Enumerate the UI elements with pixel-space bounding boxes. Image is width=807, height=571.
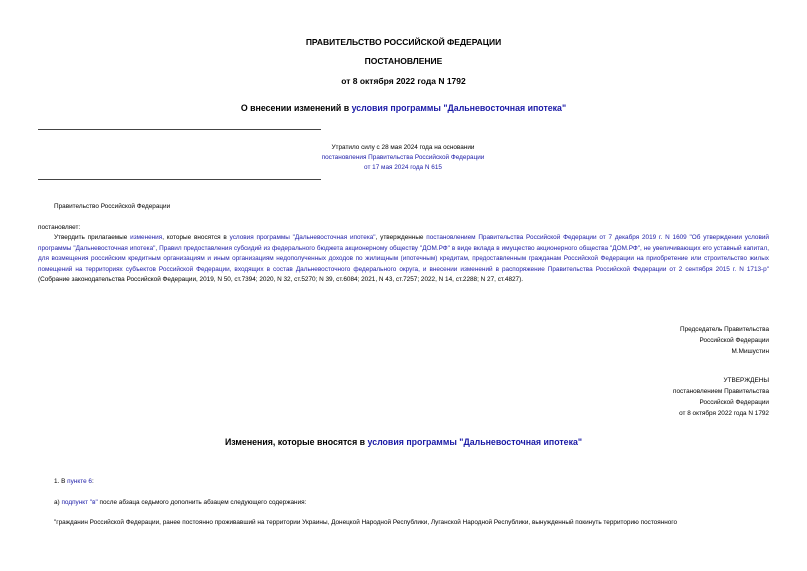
approval-block [509,375,769,419]
divider-top [38,129,321,130]
item-1a [54,498,769,509]
item-1a-suffix: после абзаца седьмого дополнить абзацем следующего содержания: [97,499,307,506]
paragraph-1 [38,233,769,286]
item-1-prefix: 1. В [54,478,68,485]
title-link[interactable]: условия программы "Дальневосточная ипотека" [351,103,567,113]
item-1-suffix: : [91,478,94,485]
changes-title-link[interactable]: условия программы "Дальневосточная ипотека" [367,437,583,447]
government-line: Правительство Российской Федерации [54,203,171,210]
doc-type-heading: ПОСТАНОВЛЕНИЕ [364,56,443,66]
signature-line-2: Российской Федерации [699,337,769,344]
approved-line-2: постановлением Правительства [673,388,769,395]
divider-bottom [38,179,321,180]
government-heading: ПРАВИТЕЛЬСТВО РОССИЙСКОЙ ФЕДЕРАЦИИ [305,37,502,47]
item-1-link[interactable]: пункте 6 [67,478,92,485]
signature-line-1: Председатель Правительства [680,326,769,333]
date-number: от 8 октября 2022 года N 1792 [341,76,466,86]
approved-line-1: УТВЕРЖДЕНЫ [723,377,769,384]
note-link-line-2[interactable]: постановления Правительства Российской Федерации [321,154,485,161]
note-link-line-3[interactable]: от 17 мая 2024 года N 615 [364,164,442,171]
title-prefix: О внесении изменений в [240,103,352,113]
p1-link-conditions[interactable]: условия программы "Дальневосточная ипотека" [229,234,376,241]
item-1a-link[interactable]: подпункт "в" [61,499,98,506]
p1-link-resolution[interactable]: постановлением Правительства Российской Федерации от 7 декабря 2019 г. N 1609 "Об утверждении условий программы "Дальневосточная ипотека", Правил предоставления субсидий из федерального бюджета акционерному обществу "ДОМ.РФ" в виде вклада в имущество акционерного общества "ДОМ.РФ", не увеличивающих его уставный капитал, для возмещения российским кредитным организациям и иным организациям недополученных доходов по жилищным (ипотечным) кредитам, предоставленным гражданам Российской Федерации на приобретение или строительство жилых помещений на территориях субъектов Российской Федерации, входящих в состав Дальневосточного федерального округа, и внесении изменений в распоряжение Правительства Российской Федерации от 2 сентября 2015 г. N 1713-р" [38,234,769,273]
signature-block [509,324,769,357]
changes-title-prefix: Изменения, которые вносятся в [224,437,368,447]
p1-text-c: , которые вносятся в [162,234,230,241]
item-1 [54,477,769,488]
p1-link-changes[interactable]: изменения [130,234,163,241]
changes-title [0,437,807,447]
signature-name: М.Мишустин [731,348,769,355]
quote-line: "гражданин Российской Федерации, ранее постоянно проживавший на территории Украины, Донецкой Народной Республики, Луганской Народной Республики, вынужденный покинуть территорию постоянного [54,519,678,526]
p1-text-a: Утвердить прилагаемые [54,234,131,241]
p1-text-e: , утвержденные [375,234,427,241]
approved-line-3: Российской Федерации [699,399,769,406]
approved-line-4: от 8 октября 2022 года N 1792 [679,410,769,417]
validity-note [38,143,768,173]
document-title [0,103,807,113]
item-1a-prefix: а) [54,499,62,506]
note-line-1: Утратило силу с 28 мая 2024 года на основании [331,144,475,151]
decrees-line: постановляет: [38,224,81,231]
p1-text-g: (Собрание законодательства Российской Федерации, 2019, N 50, ст.7394; 2020, N 32, ст.5270; N 39, ст.6084; 2021, N 43, ст.7257; 2022, N 14, ст.2288; N 27, ст.4827). [38,276,524,283]
